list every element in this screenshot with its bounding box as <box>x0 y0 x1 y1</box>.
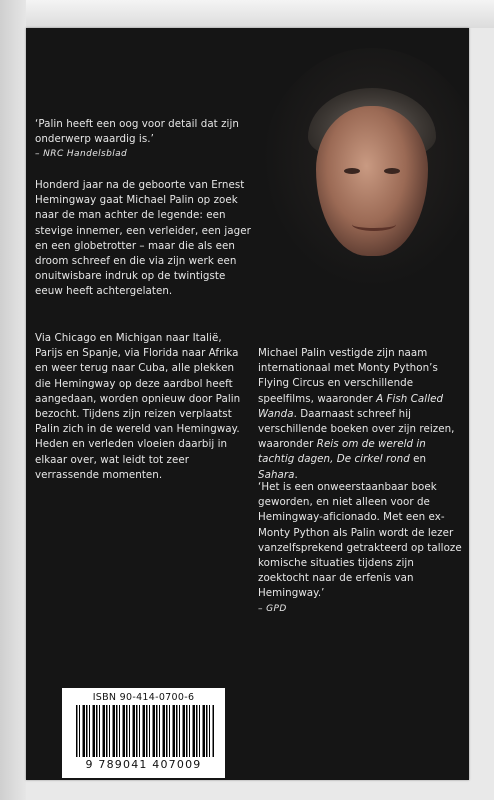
author-portrait <box>282 68 462 278</box>
bio-film-title: A Fish Called Wanda <box>258 392 444 420</box>
quote-text: ‘Palin heeft een oog voor detail dat zijn onderwerp waardig is.’ <box>35 118 239 146</box>
portrait-right-eye <box>384 168 400 174</box>
blurb-paragraph-2 <box>35 331 251 483</box>
portrait-left-eye <box>344 168 360 174</box>
author-bio <box>258 346 460 483</box>
page-background-spine <box>0 0 26 800</box>
press-quote-gpd <box>258 480 464 617</box>
portrait-smile <box>352 218 396 231</box>
isbn-barcode <box>62 688 225 778</box>
bio-mid: . Daarnaast schreef hij verschillende boeken over zijn reizen, waaronder <box>258 407 455 451</box>
ean-number: 9 789041 407009 <box>85 758 202 771</box>
blurb-paragraph-1 <box>35 178 251 300</box>
bio-book-titles: Reis om de wereld in tachtig dagen, De cirkel rond <box>258 438 426 466</box>
paragraph-text: Honderd jaar na de geboorte van Ernest Hemingway gaat Michael Palin op zoek naar de man achter de legende: een stevige innemer, een verleider, een jager en een globetrotter – maar die als een droom schreef en die via zijn werk een onuitwisbare indruk op de twintigste eeuw heeft achtergelaten. <box>35 179 251 298</box>
page-background-top <box>0 0 494 28</box>
bio-intro: Michael Palin vestigde zijn naam internationaal met Monty Python’s Flying Circus en verschillende speelfilms, waaronder <box>258 347 438 405</box>
bio-and: en <box>409 453 427 466</box>
press-quote-nrc <box>35 117 247 163</box>
barcode-bars <box>76 705 214 757</box>
bio-end: . <box>294 468 298 481</box>
quote-text: ‘Het is een onweerstaanbaar boek geworden, en niet alleen voor de Hemingway-aficionado. Met een ex-Monty Python als Palin wordt de lezer vanzelfsprekend getrakteerd op talloze komische situaties tijdens zijn zoektocht naar de erfenis van Hemingway.’ <box>258 481 462 600</box>
paragraph-text: Via Chicago en Michigan naar Italië, Parijs en Spanje, via Florida naar Afrika en weer terug naar Cuba, alle plekken die Hemingway op deze aardbol heeft aangedaan, worden opnieuw door Palin bezocht. Tijdens zijn reizen verplaatst Palin zich in de wereld van Hemingway. Heden en verleden vloeien daarbij in elkaar over, wat leidt tot zeer verrassende momenten. <box>35 332 241 481</box>
isbn-number: ISBN 90-414-0700-6 <box>92 692 195 703</box>
quote-source: – NRC Handelsblad <box>35 149 128 160</box>
book-back-cover <box>26 28 469 780</box>
quote-source: – GPD <box>258 603 287 614</box>
bio-text <box>258 346 460 483</box>
bio-last-book: Sahara <box>258 468 295 481</box>
